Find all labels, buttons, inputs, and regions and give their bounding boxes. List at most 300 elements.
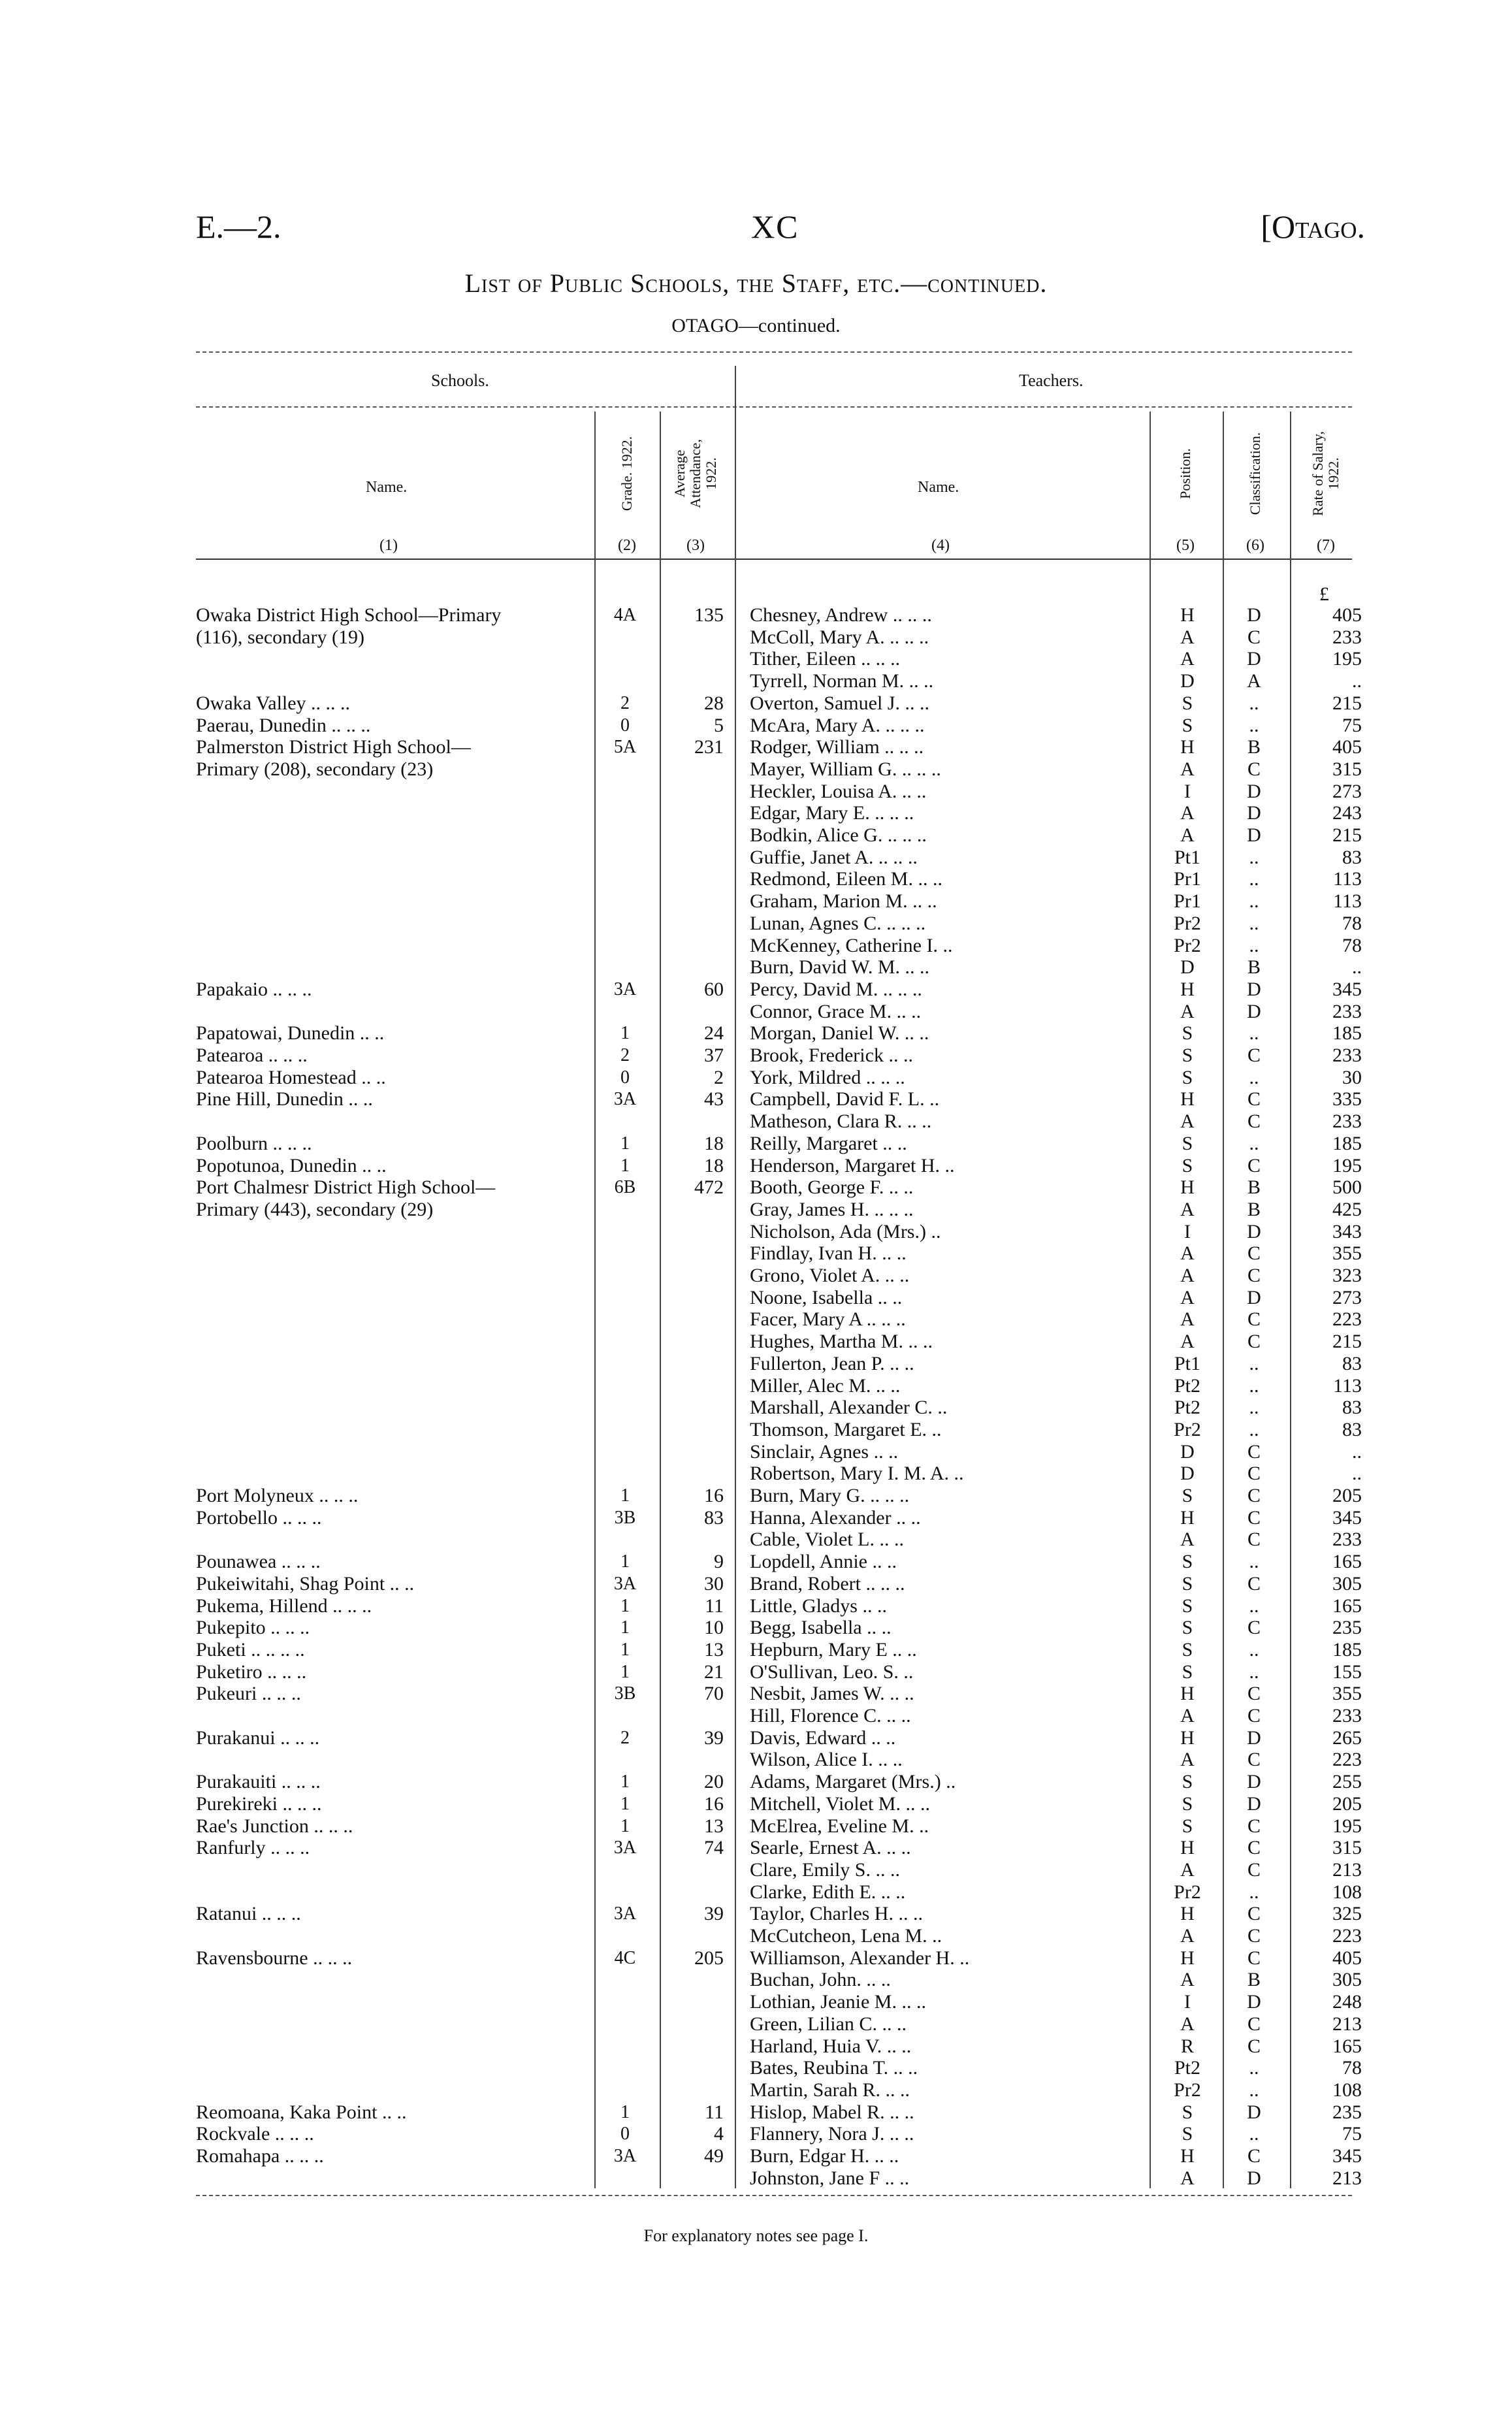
teacher-position: Pr2 xyxy=(1174,1881,1201,1903)
teacher-position: H xyxy=(1180,1903,1195,1925)
teacher-classification: C xyxy=(1247,758,1261,780)
teacher-classification: B xyxy=(1247,1198,1261,1220)
teacher-position: A xyxy=(1180,1110,1195,1133)
teacher-position: A xyxy=(1180,802,1195,824)
teacher-name: Redmond, Eileen M. .. .. xyxy=(750,868,942,890)
teacher-name: Clare, Emily S. .. .. xyxy=(750,1858,900,1881)
teacher-classification: C xyxy=(1247,1837,1261,1859)
school-name: Pukepito .. .. .. xyxy=(196,1617,310,1639)
teacher-position: A xyxy=(1180,648,1195,670)
teacher-classification: .. xyxy=(1249,1066,1259,1088)
teacher-position: H xyxy=(1180,1726,1195,1749)
teacher-name: Wilson, Alice I. .. .. xyxy=(750,1749,903,1771)
teacher-classification: C xyxy=(1247,2145,1261,2167)
school-name: Puketiro .. .. .. xyxy=(196,1660,307,1683)
salary-rate: 215 xyxy=(1332,824,1362,846)
salary-rate: 248 xyxy=(1332,1991,1362,2013)
salary-rate: 243 xyxy=(1332,802,1362,824)
teacher-position: R xyxy=(1180,2035,1194,2057)
table-row xyxy=(0,2101,1512,2124)
teacher-position: D xyxy=(1180,1463,1195,1485)
table-row xyxy=(0,781,1512,803)
col-number: (1) xyxy=(379,537,398,554)
table-row xyxy=(0,1485,1512,1507)
school-name: Purakanui .. .. .. xyxy=(196,1726,320,1749)
teacher-classification: .. xyxy=(1249,1022,1259,1045)
average-attendance: 37 xyxy=(704,1045,724,1066)
table-row xyxy=(0,670,1512,692)
table-row xyxy=(0,1441,1512,1463)
school-name: Puketi .. .. .. .. xyxy=(196,1638,305,1660)
teacher-name: Nesbit, James W. .. .. xyxy=(750,1683,914,1705)
teacher-name: Williamson, Alexander H. .. xyxy=(750,1947,970,1969)
table-row xyxy=(0,847,1512,869)
teacher-classification: D xyxy=(1247,1286,1261,1308)
salary-rate: 205 xyxy=(1332,1485,1362,1506)
teacher-name: Gray, James H. .. .. .. xyxy=(750,1198,914,1220)
school-name: Patearoa Homestead .. .. xyxy=(196,1066,386,1088)
table-row xyxy=(0,2013,1512,2035)
school-name: (116), secondary (19) xyxy=(196,626,364,648)
salary-rate: 213 xyxy=(1332,1858,1362,1881)
teacher-name: Mitchell, Violet M. .. .. xyxy=(750,1792,930,1815)
teacher-name: Burn, David W. M. .. .. xyxy=(750,956,930,979)
teacher-position: A xyxy=(1180,824,1195,846)
table-row xyxy=(0,1176,1512,1199)
teacher-name: Cable, Violet L. .. .. xyxy=(750,1529,904,1551)
col-number: (6) xyxy=(1246,537,1264,554)
teacher-name: Campbell, David F. L. .. xyxy=(750,1088,940,1110)
col-number: (5) xyxy=(1176,537,1195,554)
school-grade: 1 xyxy=(620,1551,630,1572)
salary-rate: 405 xyxy=(1332,604,1362,626)
average-attendance: 30 xyxy=(704,1572,724,1595)
teacher-position: I xyxy=(1184,780,1191,802)
teacher-classification: D xyxy=(1247,2101,1261,2123)
teacher-position: H xyxy=(1180,736,1195,758)
teacher-name: Clarke, Edith E. .. .. xyxy=(750,1881,906,1903)
teacher-position: A xyxy=(1180,1705,1195,1726)
teacher-name: Noone, Isabella .. .. xyxy=(750,1286,903,1308)
salary-rate: 83 xyxy=(1342,846,1362,868)
school-name: Papakaio .. .. .. xyxy=(196,978,312,1000)
teacher-name: Harland, Huia V. .. .. xyxy=(750,2035,912,2057)
table-row xyxy=(0,1110,1512,1133)
table-row xyxy=(0,1837,1512,1859)
average-attendance: 24 xyxy=(704,1022,724,1045)
teacher-position: A xyxy=(1180,2013,1195,2035)
average-attendance: 11 xyxy=(705,1595,724,1617)
teacher-name: Taylor, Charles H. .. .. xyxy=(750,1903,923,1925)
teacher-position: D xyxy=(1180,1440,1195,1463)
school-grade: 2 xyxy=(620,692,630,713)
average-attendance: 13 xyxy=(704,1638,724,1660)
table-row xyxy=(0,736,1512,758)
school-grade: 1 xyxy=(620,1639,630,1660)
teacher-classification: .. xyxy=(1249,1352,1259,1374)
teacher-position: A xyxy=(1180,1925,1195,1947)
currency-symbol: £ xyxy=(1319,583,1329,605)
teacher-classification: C xyxy=(1247,2035,1261,2057)
teacher-name: Flannery, Nora J. .. .. xyxy=(750,2123,914,2145)
table-row xyxy=(0,1705,1512,1727)
school-grade: 1 xyxy=(620,1595,630,1616)
school-name: Pounawea .. .. .. xyxy=(196,1551,321,1573)
teacher-classification: D xyxy=(1247,780,1261,802)
salary-rate: 75 xyxy=(1342,714,1362,736)
average-attendance: 18 xyxy=(704,1132,724,1154)
salary-rate: 345 xyxy=(1332,2145,1362,2167)
teacher-name: Graham, Marion M. .. .. xyxy=(750,890,937,913)
school-grade: 1 xyxy=(620,1793,630,1814)
teacher-name: Martin, Sarah R. .. .. xyxy=(750,2079,910,2101)
school-name: Paerau, Dunedin .. .. .. xyxy=(196,714,371,736)
teacher-classification: .. xyxy=(1249,868,1259,890)
teacher-name: Connor, Grace M. .. .. xyxy=(750,1000,922,1022)
col-header-teacher-name: Name. xyxy=(918,479,959,496)
table-row xyxy=(0,802,1512,824)
average-attendance: 60 xyxy=(704,978,724,1000)
teacher-position: S xyxy=(1182,1617,1193,1639)
table-row xyxy=(0,1287,1512,1309)
school-grade: 2 xyxy=(620,1727,630,1748)
school-grade: 3A xyxy=(613,979,637,999)
table-row xyxy=(0,1353,1512,1375)
teacher-classification: .. xyxy=(1249,2123,1259,2145)
teacher-position: H xyxy=(1180,1947,1195,1969)
teacher-position: Pr2 xyxy=(1174,934,1201,956)
teacher-classification: C xyxy=(1247,2013,1261,2035)
teacher-name: Chesney, Andrew .. .. .. xyxy=(750,604,932,626)
teacher-position: A xyxy=(1180,1265,1195,1286)
teacher-position: S xyxy=(1182,1485,1193,1506)
teacher-position: S xyxy=(1182,1815,1193,1837)
school-name: Pukeuri .. .. .. xyxy=(196,1683,301,1705)
teacher-name: Brook, Frederick .. .. xyxy=(750,1045,913,1066)
teacher-position: H xyxy=(1180,1088,1195,1110)
teacher-classification: .. xyxy=(1249,1374,1259,1397)
salary-rate: 113 xyxy=(1333,868,1362,890)
school-name: Ratanui .. .. .. xyxy=(196,1903,301,1925)
school-grade: 5A xyxy=(613,737,637,758)
salary-rate: .. xyxy=(1352,1463,1362,1485)
teacher-position: S xyxy=(1182,1066,1193,1088)
teacher-position: A xyxy=(1180,1308,1195,1331)
average-attendance: 16 xyxy=(704,1792,724,1815)
table-row xyxy=(0,890,1512,913)
salary-rate: 223 xyxy=(1332,1749,1362,1771)
document-code: E.—2. xyxy=(196,208,281,245)
salary-rate: 325 xyxy=(1332,1903,1362,1925)
salary-rate: 78 xyxy=(1342,934,1362,956)
average-attendance: 83 xyxy=(704,1506,724,1529)
teacher-classification: C xyxy=(1247,1947,1261,1969)
salary-rate: 233 xyxy=(1332,1705,1362,1726)
salary-rate: 345 xyxy=(1332,978,1362,1000)
teacher-classification: C xyxy=(1247,1088,1261,1110)
table-top-rule xyxy=(196,351,1352,353)
teacher-position: D xyxy=(1180,956,1195,979)
salary-rate: 233 xyxy=(1332,1110,1362,1133)
table-row xyxy=(0,1242,1512,1265)
school-grade: 4A xyxy=(613,605,637,625)
teacher-position: Pr2 xyxy=(1174,912,1201,934)
salary-rate: 425 xyxy=(1332,1198,1362,1220)
table-row xyxy=(0,1045,1512,1067)
teacher-classification: C xyxy=(1247,1749,1261,1771)
teacher-name: McCutcheon, Lena M. .. xyxy=(750,1925,942,1947)
salary-rate: 165 xyxy=(1332,2035,1362,2057)
teacher-name: Green, Lilian C. .. .. xyxy=(750,2013,907,2035)
salary-rate: 323 xyxy=(1332,1265,1362,1286)
teacher-name: Fullerton, Jean P. .. .. xyxy=(750,1352,914,1374)
table-row xyxy=(0,1397,1512,1419)
average-attendance: 13 xyxy=(704,1815,724,1837)
table-row xyxy=(0,1199,1512,1221)
teacher-name: Grono, Violet A. .. .. xyxy=(750,1265,910,1286)
teacher-name: Burn, Mary G. .. .. .. xyxy=(750,1485,910,1506)
salary-rate: 233 xyxy=(1332,1529,1362,1551)
salary-rate: 215 xyxy=(1332,692,1362,714)
salary-rate: 165 xyxy=(1332,1551,1362,1573)
salary-rate: 305 xyxy=(1332,1572,1362,1595)
table-row xyxy=(0,692,1512,715)
teacher-name: Lunan, Agnes C. .. .. .. xyxy=(750,912,926,934)
teacher-position: A xyxy=(1180,1858,1195,1881)
teacher-classification: D xyxy=(1247,604,1261,626)
average-attendance: 18 xyxy=(704,1154,724,1176)
page-number: XC xyxy=(751,208,799,245)
teacher-position: S xyxy=(1182,1660,1193,1683)
school-grade: 3A xyxy=(613,1573,637,1594)
teacher-name: Burn, Edgar H. .. .. xyxy=(750,2145,899,2167)
school-name: Purekireki .. .. .. xyxy=(196,1792,322,1815)
school-grade: 1 xyxy=(620,1661,630,1682)
col-number: (7) xyxy=(1317,537,1335,554)
salary-rate: 335 xyxy=(1332,1088,1362,1110)
teacher-name: Davis, Edward .. .. xyxy=(750,1726,896,1749)
teacher-classification: .. xyxy=(1249,1660,1259,1683)
teacher-classification: C xyxy=(1247,1331,1261,1353)
school-grade: 0 xyxy=(620,1067,630,1088)
salary-rate: 405 xyxy=(1332,1947,1362,1969)
teacher-classification: .. xyxy=(1249,912,1259,934)
school-grade: 0 xyxy=(620,2124,630,2145)
teacher-name: Sinclair, Agnes .. .. xyxy=(750,1440,899,1463)
school-name: Papatowai, Dunedin .. .. xyxy=(196,1022,385,1045)
teacher-position: I xyxy=(1184,1991,1191,2013)
school-name: Owaka Valley .. .. .. xyxy=(196,692,351,714)
teacher-name: Morgan, Daniel W. .. .. xyxy=(750,1022,929,1045)
salary-rate: 213 xyxy=(1332,2013,1362,2035)
teacher-name: Heckler, Louisa A. .. .. xyxy=(750,780,927,802)
salary-rate: 83 xyxy=(1342,1418,1362,1440)
teacher-position: H xyxy=(1180,1837,1195,1859)
table-row xyxy=(0,913,1512,935)
school-name: Patearoa .. .. .. xyxy=(196,1045,308,1066)
table-row xyxy=(0,626,1512,649)
teacher-position: A xyxy=(1180,2167,1195,2189)
salary-rate: 235 xyxy=(1332,2101,1362,2123)
school-grade: 1 xyxy=(620,1155,630,1176)
teacher-name: Lopdell, Annie .. .. xyxy=(750,1551,897,1573)
salary-rate: 233 xyxy=(1332,1045,1362,1066)
school-grade: 1 xyxy=(620,1772,630,1792)
teacher-position: Pr1 xyxy=(1174,868,1201,890)
table-row xyxy=(0,1529,1512,1551)
teacher-name: Facer, Mary A .. .. .. xyxy=(750,1308,906,1331)
teacher-classification: C xyxy=(1247,1617,1261,1639)
group-header-schools: Schools. xyxy=(431,371,489,390)
salary-rate: 205 xyxy=(1332,1792,1362,1815)
salary-rate: 83 xyxy=(1342,1397,1362,1419)
school-grade: 1 xyxy=(620,1485,630,1506)
teacher-position: A xyxy=(1180,1242,1195,1265)
teacher-classification: C xyxy=(1247,1463,1261,1485)
col-header-classification: Classification. xyxy=(1247,432,1263,515)
average-attendance: 231 xyxy=(694,736,724,758)
school-name: Port Chalmesr District High School— xyxy=(196,1176,496,1199)
school-name: Pine Hill, Dunedin .. .. xyxy=(196,1088,373,1110)
school-grade: 2 xyxy=(620,1045,630,1065)
teacher-name: Robertson, Mary I. M. A. .. xyxy=(750,1463,964,1485)
teacher-classification: C xyxy=(1247,1705,1261,1726)
teacher-classification: C xyxy=(1247,1440,1261,1463)
teacher-classification: .. xyxy=(1249,934,1259,956)
average-attendance: 39 xyxy=(704,1726,724,1749)
school-name: Portobello .. .. .. xyxy=(196,1506,322,1529)
table-row xyxy=(0,2167,1512,2190)
salary-rate: 113 xyxy=(1333,890,1362,913)
salary-rate: 108 xyxy=(1332,2079,1362,2101)
teacher-classification: C xyxy=(1247,1308,1261,1331)
table-row xyxy=(0,715,1512,737)
school-grade: 1 xyxy=(620,1617,630,1638)
teacher-classification: C xyxy=(1247,1815,1261,1837)
teacher-name: Hughes, Martha M. .. .. xyxy=(750,1331,933,1353)
teacher-classification: C xyxy=(1247,626,1261,648)
salary-rate: 500 xyxy=(1332,1176,1362,1199)
teacher-classification: C xyxy=(1247,1572,1261,1595)
average-attendance: 10 xyxy=(704,1617,724,1639)
col-header-attendance: Average Attendance, 1922. xyxy=(671,439,719,508)
teacher-position: A xyxy=(1180,1331,1195,1353)
school-name: Rockvale .. .. .. xyxy=(196,2123,314,2145)
region-heading: [Otago. xyxy=(1261,208,1365,245)
teacher-position: D xyxy=(1180,670,1195,692)
table-row xyxy=(0,868,1512,890)
table-row xyxy=(0,1133,1512,1155)
teacher-classification: D xyxy=(1247,648,1261,670)
salary-rate: 195 xyxy=(1332,648,1362,670)
table-row xyxy=(0,1265,1512,1287)
salary-rate: 195 xyxy=(1332,1154,1362,1176)
page-subtitle: OTAGO—continued. xyxy=(671,315,841,336)
salary-rate: 233 xyxy=(1332,1000,1362,1022)
teacher-name: Little, Gladys .. .. xyxy=(750,1595,887,1617)
school-grade: 4C xyxy=(614,1947,636,1968)
teacher-classification: C xyxy=(1247,1529,1261,1551)
table-row xyxy=(0,956,1512,979)
average-attendance: 39 xyxy=(704,1903,724,1925)
teacher-name: Edgar, Mary E. .. .. .. xyxy=(750,802,914,824)
teacher-name: Bodkin, Alice G. .. .. .. xyxy=(750,824,927,846)
table-row xyxy=(0,1067,1512,1089)
salary-rate: 223 xyxy=(1332,1925,1362,1947)
average-attendance: 74 xyxy=(704,1837,724,1859)
teacher-classification: D xyxy=(1247,978,1261,1000)
teacher-classification: D xyxy=(1247,1792,1261,1815)
teacher-position: S xyxy=(1182,1022,1193,1045)
table-row xyxy=(0,1331,1512,1353)
teacher-classification: .. xyxy=(1249,2057,1259,2079)
teacher-position: Pt2 xyxy=(1174,1397,1201,1419)
teacher-position: Pr2 xyxy=(1174,1418,1201,1440)
teacher-classification: .. xyxy=(1249,1418,1259,1440)
teacher-position: H xyxy=(1180,2145,1195,2167)
col-header-salary: Rate of Salary, 1922. xyxy=(1310,431,1342,516)
school-name: Primary (443), secondary (29) xyxy=(196,1198,434,1220)
school-grade: 3B xyxy=(614,1683,636,1704)
teacher-position: S xyxy=(1182,692,1193,714)
teacher-name: Percy, David M. .. .. .. xyxy=(750,978,922,1000)
teacher-classification: B xyxy=(1247,1969,1261,1991)
teacher-position: S xyxy=(1182,1638,1193,1660)
average-attendance: 21 xyxy=(704,1660,724,1683)
table-row xyxy=(0,1507,1512,1529)
teacher-name: Reilly, Margaret .. .. xyxy=(750,1132,907,1154)
teacher-position: A xyxy=(1180,758,1195,780)
teacher-name: Buchan, John. .. .. xyxy=(750,1969,891,1991)
teacher-classification: C xyxy=(1247,1265,1261,1286)
teacher-position: H xyxy=(1180,1506,1195,1529)
table-row xyxy=(0,1573,1512,1595)
table-row xyxy=(0,1683,1512,1705)
table-bottom-rule xyxy=(196,2195,1352,2196)
col-header-grade: Grade. 1922. xyxy=(619,436,635,511)
school-grade: 3A xyxy=(613,2146,637,2166)
table-row xyxy=(0,1595,1512,1617)
table-row xyxy=(0,1155,1512,1177)
salary-rate: 215 xyxy=(1332,1331,1362,1353)
school-grade: 3A xyxy=(613,1838,637,1858)
table-row xyxy=(0,1419,1512,1441)
salary-rate: 223 xyxy=(1332,1308,1362,1331)
salary-rate: 355 xyxy=(1332,1683,1362,1705)
table-row xyxy=(0,2123,1512,2145)
average-attendance: 43 xyxy=(704,1088,724,1110)
average-attendance: 28 xyxy=(704,692,724,714)
salary-rate: .. xyxy=(1352,1440,1362,1463)
page-title: List of Public Schools, the Staff, etc.—continued. xyxy=(464,268,1048,298)
table-row xyxy=(0,1859,1512,1881)
average-attendance: 11 xyxy=(705,2101,724,2123)
teacher-position: H xyxy=(1180,1683,1195,1705)
teacher-classification: C xyxy=(1247,1925,1261,1947)
table-row xyxy=(0,935,1512,957)
table-row xyxy=(0,1221,1512,1243)
teacher-name: McElrea, Eveline M. .. xyxy=(750,1815,929,1837)
teacher-position: Pr2 xyxy=(1174,2079,1201,2101)
teacher-position: S xyxy=(1182,1792,1193,1815)
col-number: (2) xyxy=(618,537,636,554)
group-header-rule xyxy=(196,406,1352,408)
teacher-classification: C xyxy=(1247,1242,1261,1265)
school-grade: 1 xyxy=(620,1133,630,1154)
teacher-classification: C xyxy=(1247,1154,1261,1176)
teacher-classification: C xyxy=(1247,1683,1261,1705)
school-grade: 3A xyxy=(613,1089,637,1110)
